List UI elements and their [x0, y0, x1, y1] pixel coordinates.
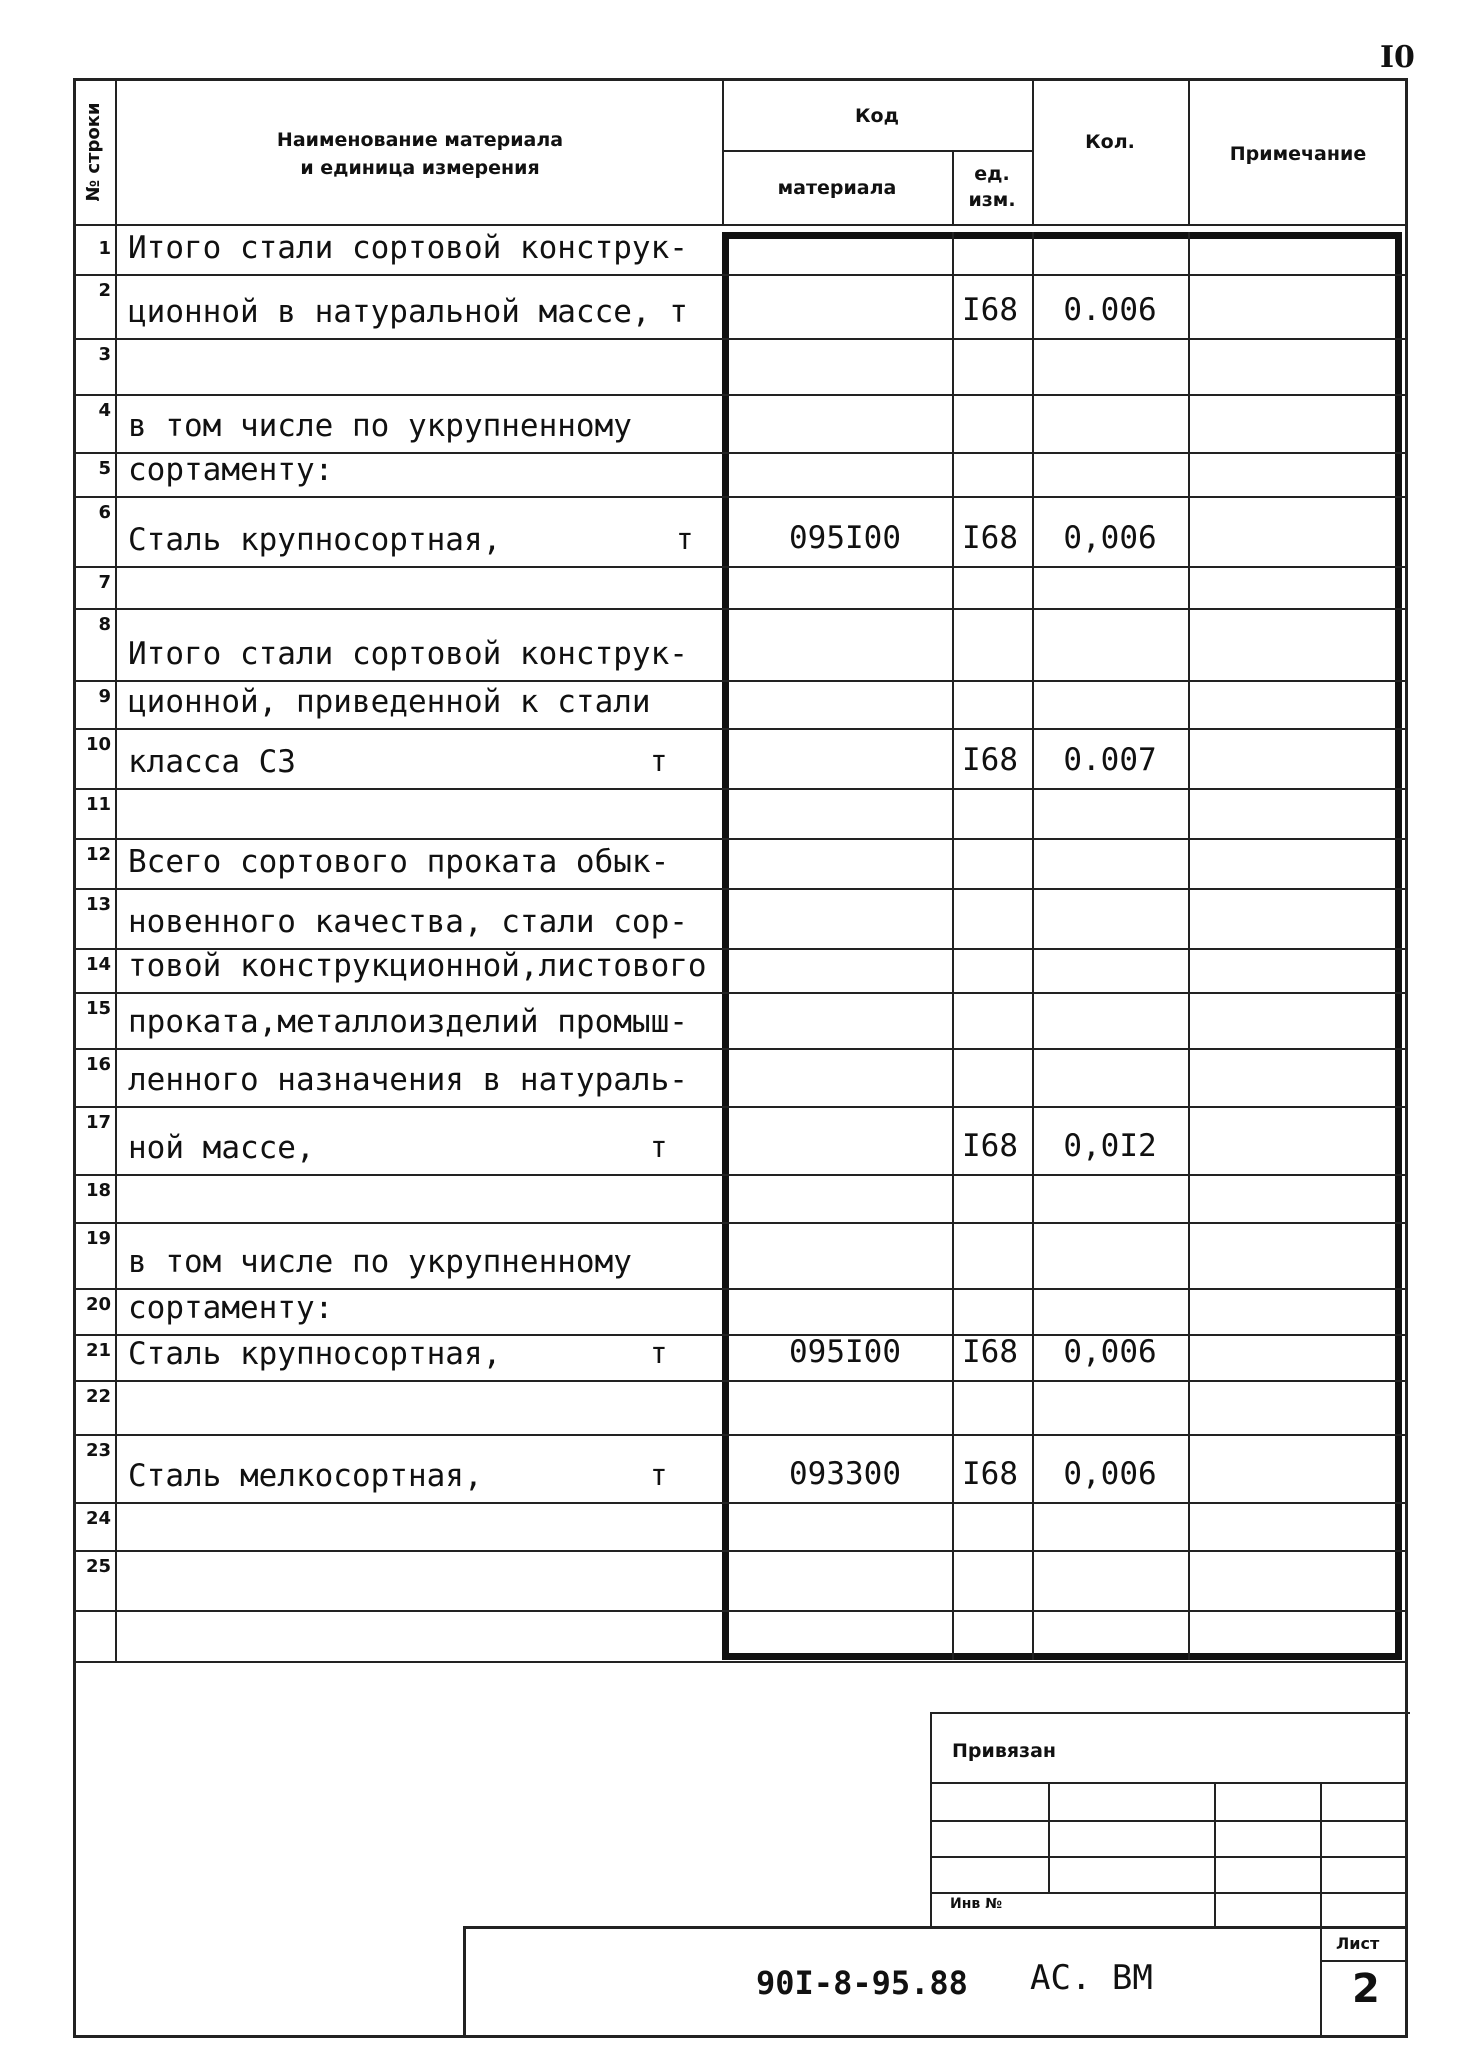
row-separator — [73, 1610, 1408, 1612]
row-separator — [73, 1380, 1408, 1382]
row-number: 11 — [85, 794, 111, 815]
qty-col-line-body — [1032, 232, 1034, 1660]
row-number: 23 — [85, 1440, 111, 1461]
material-code: 095I00 — [789, 1334, 901, 1370]
row-separator — [73, 888, 1408, 890]
data-block-border — [722, 232, 1402, 1660]
stamp-vline-3 — [1320, 1782, 1322, 1926]
name-col-line — [722, 78, 724, 226]
row-separator — [73, 680, 1408, 682]
row-number: 8 — [98, 614, 111, 635]
row-number: 10 — [85, 734, 111, 755]
quantity: 0,0I2 — [1063, 1128, 1157, 1164]
row-separator — [73, 608, 1408, 610]
row-number: 5 — [98, 458, 111, 479]
stamp-line-2 — [930, 1820, 1408, 1822]
material-name: сортаменту: — [128, 452, 334, 488]
row-number: 24 — [85, 1508, 111, 1529]
header-note: Примечание — [1229, 143, 1367, 165]
sheet-col-line — [1320, 1926, 1322, 2038]
row-number: 14 — [85, 954, 111, 975]
document-code: 90I-8-95.88 — [756, 1964, 968, 2002]
header-name-line1: Наименование материала — [276, 129, 564, 151]
unit-mark: т — [650, 1458, 668, 1492]
material-name: Сталь крупносортная, — [128, 522, 502, 558]
header-qty: Кол. — [1085, 131, 1135, 153]
row-separator — [73, 1434, 1408, 1436]
row-number: 4 — [98, 400, 111, 421]
material-name: ционной в натуральной массе, т — [128, 294, 688, 330]
attached-label: Привязан — [952, 1740, 1057, 1762]
row-number: 7 — [98, 572, 111, 593]
row-separator — [73, 394, 1408, 396]
material-name: сортаменту: — [128, 1290, 334, 1326]
row-number: 9 — [98, 686, 111, 707]
row-separator — [73, 1222, 1408, 1224]
unit-code: I68 — [962, 742, 1018, 778]
header-bottom-line — [73, 224, 1408, 226]
rownum-col-line — [115, 78, 117, 1661]
table-bottom-line — [73, 1661, 1408, 1663]
row-number: 16 — [85, 1054, 111, 1075]
row-separator — [73, 1048, 1408, 1050]
row-separator — [73, 1106, 1408, 1108]
note-col-line-body — [1188, 232, 1190, 1660]
material-name: Сталь крупносортная, — [128, 1336, 502, 1372]
unit-code: I68 — [962, 292, 1018, 328]
page-number: I0 — [1380, 40, 1415, 75]
unit-col-line — [952, 232, 954, 1660]
unit-code: I68 — [962, 1334, 1018, 1370]
sheet-label: Лист — [1336, 1934, 1380, 1953]
row-number: 19 — [85, 1228, 111, 1249]
stamp-line-1 — [930, 1782, 1408, 1784]
stamp-vline-2 — [1214, 1782, 1216, 1926]
stamp-line-4 — [930, 1892, 1408, 1894]
unit-mark: т — [650, 1130, 668, 1164]
unit-mark: т — [676, 522, 694, 556]
quantity: 0,006 — [1063, 1334, 1157, 1370]
unit-code: I68 — [962, 520, 1018, 556]
sheet-number: 2 — [1352, 1966, 1380, 2012]
row-separator — [73, 992, 1408, 994]
material-name: ной массе, — [128, 1130, 315, 1166]
material-name: ционной, приведенной к стали — [128, 684, 651, 720]
row-number: 6 — [98, 502, 111, 523]
row-number: 25 — [85, 1556, 111, 1577]
row-separator — [73, 1174, 1408, 1176]
row-number: 3 — [98, 344, 111, 365]
quantity: 0.006 — [1063, 292, 1157, 328]
material-name: проката,металлоизделий промыш- — [128, 1004, 688, 1040]
inv-no-label: Инв № — [950, 1896, 1002, 1912]
unit-code: I68 — [962, 1456, 1018, 1492]
material-name: в том числе по укрупненному — [128, 1244, 632, 1280]
row-number: 18 — [85, 1180, 111, 1201]
row-separator — [73, 1502, 1408, 1504]
material-name: Всего сортового проката обык- — [128, 844, 670, 880]
row-separator — [73, 566, 1408, 568]
stamp-vline-1 — [1048, 1782, 1050, 1892]
code-sub-line — [722, 150, 1032, 152]
material-code: 095I00 — [789, 520, 901, 556]
row-separator — [73, 838, 1408, 840]
unit-mark: т — [650, 1336, 668, 1370]
row-separator — [73, 728, 1408, 730]
sheet-sub-line — [1320, 1960, 1408, 1962]
quantity: 0,006 — [1063, 1456, 1157, 1492]
row-separator — [73, 496, 1408, 498]
material-name: Сталь мелкосортная, — [128, 1458, 483, 1494]
quantity: 0,006 — [1063, 520, 1157, 556]
row-number: 2 — [98, 280, 111, 301]
row-number: 20 — [85, 1294, 111, 1315]
material-name: в том числе по укрупненному — [128, 408, 632, 444]
row-number: 15 — [85, 998, 111, 1019]
row-number: 21 — [85, 1340, 111, 1361]
material-name: Итого стали сортовой конструк- — [128, 230, 688, 266]
row-number: 17 — [85, 1112, 111, 1133]
unit-code: I68 — [962, 1128, 1018, 1164]
quantity: 0.007 — [1063, 742, 1157, 778]
material-name: ленного назначения в натураль- — [128, 1062, 688, 1098]
row-number: 12 — [85, 844, 111, 865]
header-row-no: № строки — [83, 102, 104, 202]
header-unit-line1: ед. — [974, 163, 1010, 185]
stamp-line-3 — [930, 1856, 1408, 1858]
document-mark: АС. ВМ — [1030, 1958, 1153, 1998]
header-code: Код — [855, 105, 899, 127]
row-separator — [73, 788, 1408, 790]
row-number: 13 — [85, 894, 111, 915]
row-number: 22 — [85, 1386, 111, 1407]
header-name-line2: и единица измерения — [300, 157, 540, 179]
unit-mark: т — [650, 744, 668, 778]
material-name: Итого стали сортовой конструк- — [128, 636, 688, 672]
material-name: новенного качества, стали сор- — [128, 904, 688, 940]
row-separator — [73, 338, 1408, 340]
material-code: 093300 — [789, 1456, 901, 1492]
header-unit-line2: изм. — [968, 189, 1016, 211]
row-number: 1 — [98, 238, 111, 259]
material-name: товой конструкционной,листового — [128, 948, 707, 984]
row-separator — [73, 274, 1408, 276]
header-material: материала — [777, 177, 897, 199]
material-name: класса С3 — [128, 744, 296, 780]
row-separator — [73, 1550, 1408, 1552]
